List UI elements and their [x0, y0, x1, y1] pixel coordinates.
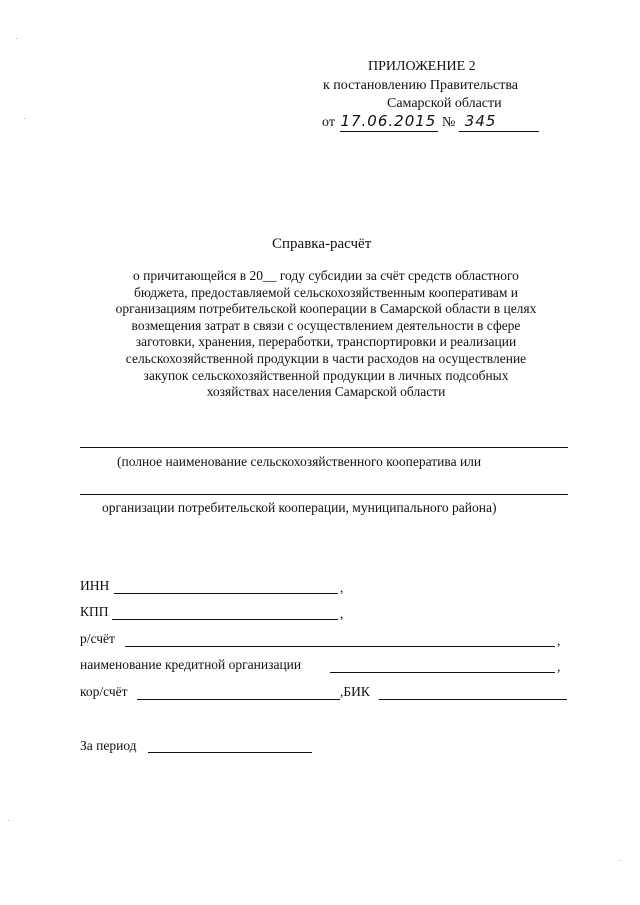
bik-label: ,БИК — [340, 684, 370, 699]
organization-name-line-2[interactable] — [80, 494, 568, 495]
paragraph-line: сельскохозяйственной продукции в части расходов на осуществление — [125, 350, 527, 366]
organization-caption-2: организации потребительской кооперации, муниципального района) — [102, 500, 497, 515]
period-field[interactable] — [148, 752, 312, 753]
account-label: р/счёт — [80, 631, 115, 646]
paragraph-line: о причитающейся в 20__ году субсидии за счёт средств областного — [133, 268, 519, 283]
organization-name-line-1[interactable] — [80, 447, 568, 448]
number-field — [459, 113, 539, 132]
kpp-field[interactable] — [112, 619, 338, 620]
kpp-comma: , — [340, 606, 344, 621]
scan-speck — [16, 38, 17, 39]
scan-speck — [620, 860, 621, 861]
bank-label: наименование кредитной организации — [80, 657, 302, 672]
paragraph-line: заготовки, хранения, переработки, транспортировки и реализации — [135, 334, 517, 350]
paragraph-line: возмещения затрат в связи с осуществлением деятельности в сфере — [131, 317, 521, 333]
handwritten-number: 345 — [464, 112, 497, 130]
resolution-reference: к постановлению Правительства — [323, 78, 519, 93]
scan-speck — [24, 118, 25, 119]
corr-account-label: кор/счёт — [80, 684, 128, 699]
paragraph-line: бюджета, предоставляемой сельскохозяйственным кооперативам и — [133, 284, 519, 300]
kpp-label: КПП — [80, 604, 109, 619]
date-from-label: от — [322, 115, 335, 130]
bank-comma: , — [557, 659, 561, 674]
number-label: № — [441, 115, 456, 130]
handwritten-date: 17.06.2015 — [340, 112, 437, 130]
paragraph-line: закупок сельскохозяйственной продукции в личных подсобных — [143, 367, 509, 383]
organization-caption-1: (полное наименование сельскохозяйственного кооператива или — [117, 454, 482, 469]
document-title: Справка-расчёт — [272, 236, 372, 252]
bik-field[interactable] — [379, 699, 567, 700]
account-comma: , — [557, 633, 561, 648]
inn-label: ИНН — [80, 578, 110, 593]
appendix-title: ПРИЛОЖЕНИЕ 2 — [368, 59, 476, 74]
account-field[interactable] — [125, 646, 555, 647]
scan-speck — [8, 820, 9, 821]
paragraph-line: организациям потребительской кооперации в Самарской области в целях — [115, 301, 537, 317]
description-paragraph — [84, 268, 568, 401]
date-number-line — [322, 113, 539, 132]
date-field — [340, 113, 438, 132]
bank-field[interactable] — [330, 672, 555, 673]
paragraph-line: хозяйствах населения Самарской области — [206, 384, 446, 400]
region-name: Самарской области — [387, 96, 502, 111]
inn-field[interactable] — [114, 593, 338, 594]
period-label: За период — [80, 738, 137, 753]
inn-comma: , — [340, 580, 344, 595]
corr-account-field[interactable] — [137, 699, 340, 700]
